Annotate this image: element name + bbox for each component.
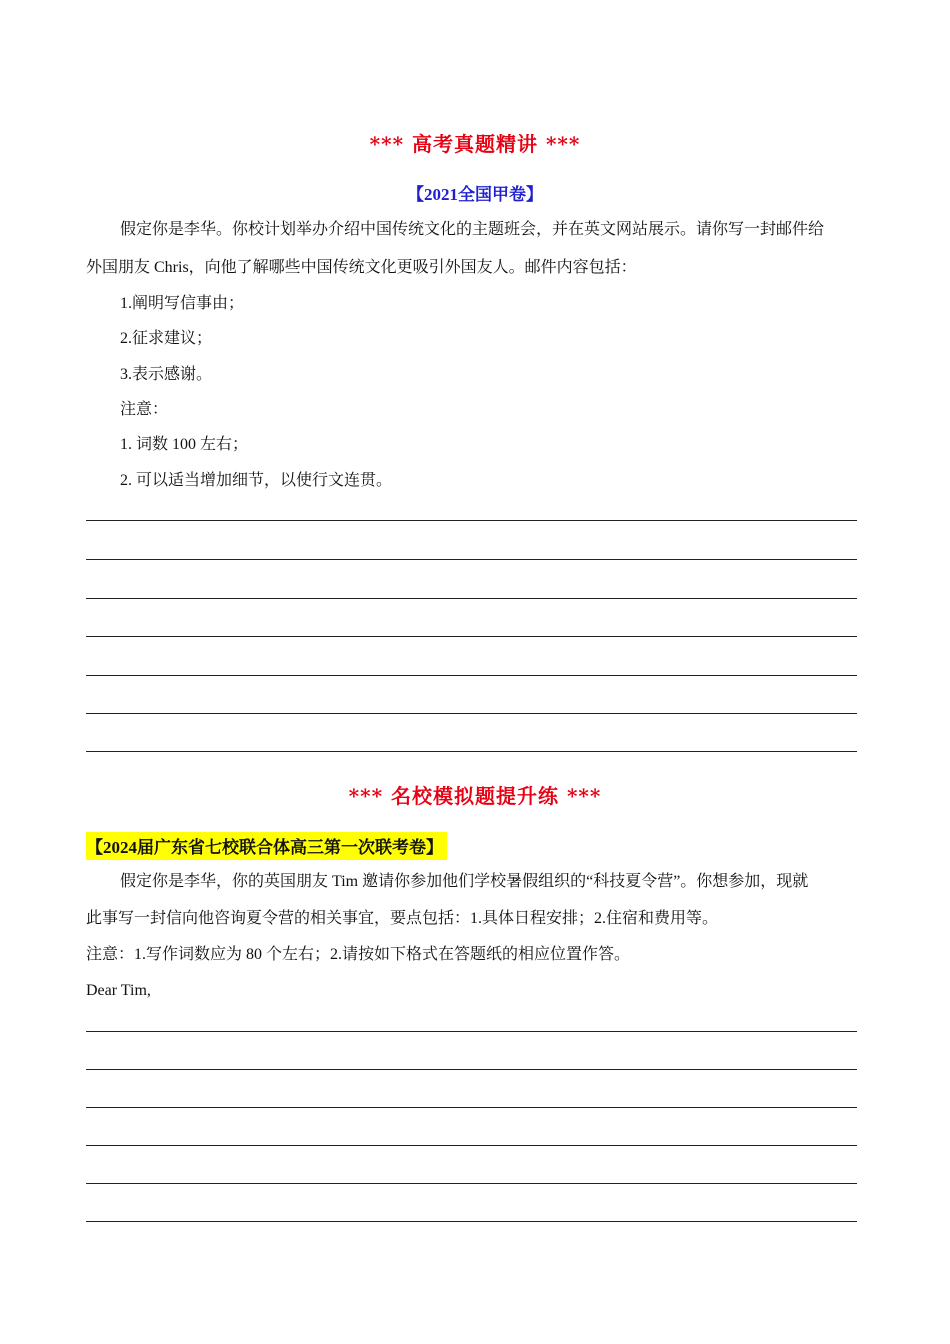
section-heading-mock: *** 名校模拟题提升练 *** <box>348 784 602 808</box>
answer-line[interactable] <box>86 1031 857 1032</box>
notes-label: 注意： <box>120 401 169 418</box>
salutation: Dear Tim, <box>86 982 151 999</box>
point-item: 1.阐明写信事由； <box>120 295 245 312</box>
notes-line: 注意：1.写作词数应为 80 个左右；2.请按如下格式在答题纸的相应位置作答。 <box>86 946 631 963</box>
answer-line[interactable] <box>86 598 857 599</box>
answer-line[interactable] <box>86 1183 857 1184</box>
point-item: 3.表示感谢。 <box>120 366 213 383</box>
answer-line[interactable] <box>86 1107 857 1108</box>
answer-line[interactable] <box>86 1069 857 1070</box>
prompt-line-2: 此事写一封信向他咨询夏令营的相关事宜，要点包括：1.具体日程安排；2.住宿和费用等。 <box>86 910 719 927</box>
section-heading-gaokao: *** 高考真题精讲 *** <box>369 132 581 156</box>
answer-line[interactable] <box>86 751 857 752</box>
answer-line[interactable] <box>86 713 857 714</box>
point-item: 2.征求建议； <box>120 330 213 347</box>
answer-line[interactable] <box>86 636 857 637</box>
answer-line[interactable] <box>86 1221 857 1222</box>
answer-line[interactable] <box>86 520 857 521</box>
prompt-line-2: 外国朋友 Chris，向他了解哪些中国传统文化更吸引外国友人。邮件内容包括： <box>86 259 637 276</box>
answer-line[interactable] <box>86 559 857 560</box>
prompt-line-1: 假定你是李华，你的英国朋友 Tim 邀请你参加他们学校暑假组织的“科技夏令营”。你想参加，现就 <box>120 873 809 890</box>
answer-line[interactable] <box>86 1145 857 1146</box>
prompt-line-1: 假定你是李华。你校计划举办介绍中国传统文化的主题班会，并在英文网站展示。请你写一封邮件给 <box>120 221 825 238</box>
note-item: 2. 可以适当增加细节，以使行文连贯。 <box>120 472 393 489</box>
answer-line[interactable] <box>86 675 857 676</box>
note-item: 1. 词数 100 左右； <box>120 436 249 453</box>
exam-source-2024: 【2024届广东省七校联合体高三第一次联考卷】 <box>86 832 447 860</box>
exam-source-2021: 【2021全国甲卷】 <box>407 185 543 204</box>
